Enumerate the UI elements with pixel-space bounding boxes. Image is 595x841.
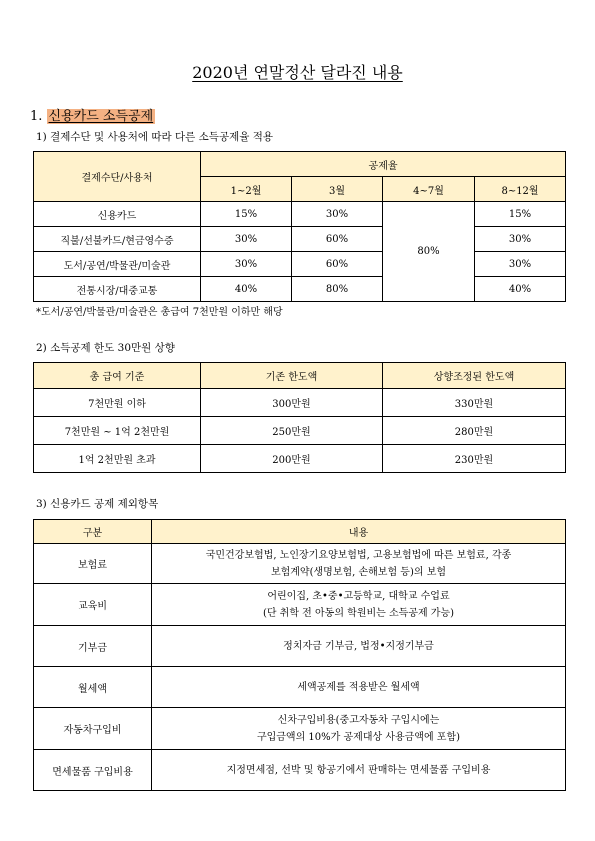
row-label: 월세액 (34, 667, 152, 708)
deduction-rate-table (33, 151, 566, 302)
table-cell: 60% (292, 227, 383, 252)
table-row (34, 389, 566, 417)
row-label: 면세물품 구입비용 (34, 750, 152, 791)
table-cell: 세액공제를 적용받은 월세액 (152, 667, 566, 708)
table-row (34, 227, 566, 252)
column-header: 구분 (34, 520, 152, 544)
column-header: 내용 (152, 520, 566, 544)
content-line: 신차구입비용(중고자동차 구입시에는 (277, 714, 440, 726)
table-cell: 40% (475, 277, 566, 302)
table-row (34, 417, 566, 445)
table-cell: 200만원 (201, 445, 383, 473)
content-line: 보험계약(생명보험, 손해보험 등)의 보험 (270, 566, 447, 578)
table-row (34, 277, 566, 302)
table-cell: 지정면세점, 선박 및 항공기에서 판매하는 면세물품 구입비용 (152, 750, 566, 791)
table-row (34, 667, 566, 708)
column-header: 4~7월 (383, 177, 475, 202)
column-header: 8~12월 (475, 177, 566, 202)
table-cell: 230만원 (383, 445, 566, 473)
table-cell: 30% (475, 227, 566, 252)
subheading-3: 3) 신용카드 공제 제외항목 (36, 498, 159, 510)
table-cell: 30% (475, 252, 566, 277)
table-row (34, 202, 566, 227)
row-label: 교육비 (34, 584, 152, 626)
table-cell: 15% (475, 202, 566, 227)
table-cell: 7천만원 이하 (34, 389, 201, 417)
table-cell: 40% (201, 277, 292, 302)
table-row (34, 626, 566, 667)
deduction-limit-table (33, 362, 566, 473)
table-cell: 60% (292, 252, 383, 277)
table-row (34, 544, 566, 584)
table-row (34, 584, 566, 626)
content-line: (단 취학 전 아동의 학원비는 소득공제 가능) (262, 607, 455, 619)
table-cell: 7천만원 ~ 1억 2천만원 (34, 417, 201, 445)
subheading-1: 1) 결제수단 및 사용처에 따라 다른 소득공제율 적용 (36, 131, 273, 143)
table-cell: 80% (292, 277, 383, 302)
page-title: 2020년 연말정산 달라진 내용 (192, 63, 403, 82)
table-cell: 30% (292, 202, 383, 227)
column-header: 기존 한도액 (201, 363, 383, 389)
row-label: 직불/선불카드/현금영수증 (34, 227, 201, 252)
table-cell: 30% (201, 227, 292, 252)
row-label: 전통시장/대중교통 (34, 277, 201, 302)
section-title: 신용카드 소득공제 (48, 109, 154, 124)
table-cell (152, 544, 566, 584)
table-cell: 250만원 (201, 417, 383, 445)
section-heading (30, 105, 155, 124)
footnote: *도서/공연/박물관/미술관은 총급여 7천만원 이하만 해당 (36, 307, 283, 318)
section-number: 1. (30, 109, 43, 124)
table-row (34, 252, 566, 277)
table-row (34, 445, 566, 473)
table-cell: 1억 2천만원 초과 (34, 445, 201, 473)
table-cell (152, 584, 566, 626)
table-cell: 15% (201, 202, 292, 227)
content-line: 구입금액의 10%가 공제대상 사용금액에 포함) (256, 731, 461, 743)
column-header: 총 급여 기준 (34, 363, 201, 389)
table-cell: 정치자금 기부금, 법정•지정기부금 (152, 626, 566, 667)
content-line: 어린이집, 초•중•고등학교, 대학교 수업료 (267, 590, 450, 602)
row-label: 신용카드 (34, 202, 201, 227)
exclusion-table (33, 519, 566, 791)
column-header: 상향조정된 한도액 (383, 363, 566, 389)
table-cell: 30% (201, 252, 292, 277)
row-label: 자동차구입비 (34, 708, 152, 750)
table-cell: 300만원 (201, 389, 383, 417)
row-label: 보험료 (34, 544, 152, 584)
column-header: 공제율 (201, 152, 566, 177)
row-label: 기부금 (34, 626, 152, 667)
merged-cell: 80% (383, 202, 475, 302)
column-header: 결제수단/사용처 (34, 152, 201, 202)
table-cell: 280만원 (383, 417, 566, 445)
subheading-2: 2) 소득공제 한도 30만원 상향 (36, 342, 175, 354)
content-line: 국민건강보험법, 노인장기요양보험법, 고용보험법에 따른 보험료, 각종 (205, 549, 512, 561)
row-label: 도서/공연/박물관/미술관 (34, 252, 201, 277)
table-cell (152, 708, 566, 750)
table-row (34, 708, 566, 750)
column-header: 3월 (292, 177, 383, 202)
table-row (34, 750, 566, 791)
table-cell: 330만원 (383, 389, 566, 417)
column-header: 1~2월 (201, 177, 292, 202)
